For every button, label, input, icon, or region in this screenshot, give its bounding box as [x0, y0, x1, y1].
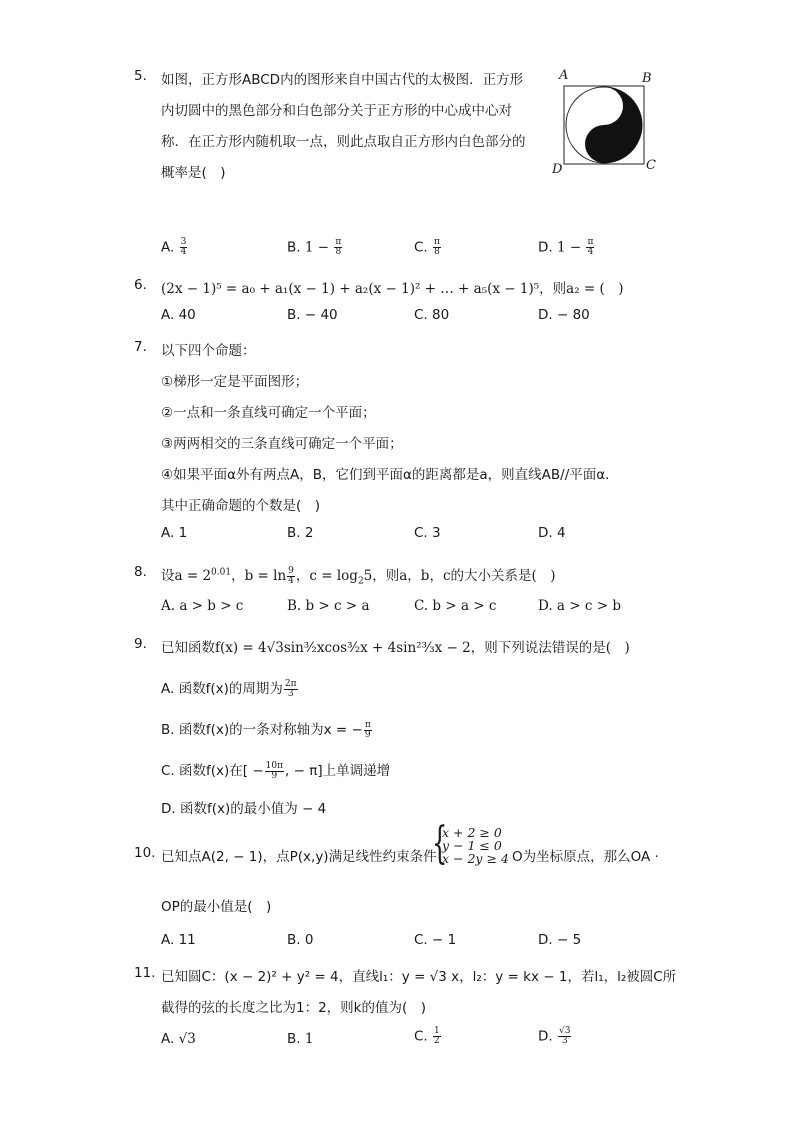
- fraction-num: 10π: [265, 760, 284, 771]
- option-fraction: [558, 1027, 571, 1046]
- q11-option-d[interactable]: [538, 1027, 572, 1046]
- q6-option-a[interactable]: A. 40: [161, 307, 196, 323]
- q7-question: 其中正确命题的个数是( ): [161, 498, 321, 514]
- q8-log-base: 2: [357, 576, 364, 587]
- fraction-num: π: [587, 237, 594, 247]
- option-label: B.: [287, 1031, 301, 1047]
- q7-statement-1: ①梯形一定是平面图形；: [161, 374, 309, 390]
- q10-option-d[interactable]: D. − 5: [538, 932, 582, 948]
- option-label: A.: [161, 1031, 175, 1047]
- q8-option-c[interactable]: C. b > a > c: [414, 598, 497, 614]
- option-prefix: 1 −: [556, 239, 586, 256]
- q5-option-b[interactable]: [287, 238, 343, 257]
- q11-line1: 已知圆C：(x − 2)² + y² = 4，直线l₁：y = √3 x，l₂：y = kx − 1，若l₁，l₂被圆C所: [161, 969, 677, 985]
- q9-option-a[interactable]: [161, 677, 299, 699]
- q7-number: 7.: [134, 339, 147, 355]
- q7-option-b[interactable]: B. 2: [287, 525, 314, 541]
- q5-option-d[interactable]: [538, 238, 595, 257]
- option-fraction: [433, 1027, 441, 1046]
- option-text: √3: [178, 1031, 196, 1047]
- option-label: A.: [161, 239, 175, 256]
- taiji-symbol: [550, 68, 665, 178]
- q10-line2: OP的最小值是( ): [161, 899, 272, 915]
- option-label: D.: [538, 239, 553, 256]
- q8-fraction: [287, 567, 295, 586]
- q7-option-c[interactable]: C. 3: [414, 525, 441, 541]
- q10-option-b[interactable]: B. 0: [287, 932, 314, 948]
- q10-constraint-system: [442, 826, 509, 865]
- q5-number: 5.: [134, 68, 147, 84]
- q8-part-b: ，b = ln: [231, 568, 287, 584]
- q10-option-c[interactable]: C. − 1: [414, 932, 457, 948]
- q9-option-c[interactable]: [161, 759, 390, 781]
- q7-option-d[interactable]: D. 4: [538, 525, 566, 541]
- q8-part-c: ，c = log: [295, 568, 358, 584]
- q9-number: 9.: [134, 636, 147, 652]
- q6-stem: (2x − 1)⁵ = a₀ + a₁(x − 1) + a₂(x − 1)² + … + a₅(x − 1)⁵，则a₂ = ( ): [161, 281, 624, 297]
- q9-option-b[interactable]: [161, 718, 373, 740]
- fraction-num: 3: [180, 237, 187, 247]
- q6-option-c[interactable]: C. 80: [414, 307, 450, 323]
- fraction-den: 9: [271, 770, 278, 781]
- q10-option-a[interactable]: A. 11: [161, 932, 196, 948]
- q8-part-d: 5，则a，b，c的大小关系是( ): [363, 568, 556, 584]
- q8-option-a[interactable]: A. a > b > c: [161, 598, 244, 614]
- q6-option-b[interactable]: B. − 40: [287, 307, 338, 323]
- option-fraction: [433, 238, 441, 257]
- constraint-3: x − 2y ≥ 4: [442, 851, 509, 866]
- q8-number: 8.: [134, 564, 147, 580]
- q5-line4: 概率是( ): [161, 165, 226, 181]
- option-label: C.: [414, 1028, 428, 1045]
- option-label: C.: [414, 239, 428, 256]
- fraction-num: π: [434, 237, 440, 247]
- taiji-figure: [550, 68, 665, 178]
- fraction-num: 9: [288, 566, 294, 576]
- fraction-den: 3: [561, 1036, 568, 1046]
- option-fraction: [284, 680, 298, 699]
- q9-stem: 已知函数f(x) = 4√3sin³⁄₂xcos³⁄₂x + 4sin²³⁄₃x − 2，则下列说法错误的是( ): [161, 640, 630, 656]
- q7-stem: 以下四个命题：: [161, 343, 256, 359]
- option-text: B. 函数f(x)的一条对称轴为x = −: [161, 722, 363, 738]
- option-fraction: [586, 238, 594, 257]
- fraction-den: 3: [287, 688, 294, 699]
- q8-exponent: 0.01: [211, 567, 232, 578]
- q8-part-a: 设a = 2: [161, 568, 212, 584]
- constraint-1: x + 2 ≥ 0: [442, 825, 502, 840]
- option-text: 1: [304, 1031, 314, 1047]
- q5-line1: 如图，正方形ABCD内的图形来自中国古代的太极图．正方形: [161, 72, 524, 88]
- q5-option-a[interactable]: [161, 238, 188, 257]
- q10-number: 10.: [134, 845, 156, 861]
- q11-option-b[interactable]: [287, 1031, 313, 1047]
- q6-option-d[interactable]: D. − 80: [538, 307, 590, 323]
- q6-number: 6.: [134, 277, 147, 293]
- option-label: D.: [538, 1028, 553, 1045]
- q11-option-a[interactable]: [161, 1031, 196, 1047]
- vertex-label-b: B: [642, 71, 652, 86]
- fraction-den: 8: [335, 247, 342, 257]
- q7-statement-4: ④如果平面α外有两点A，B，它们到平面α的距离都是a，则直线AB//平面α．: [161, 467, 619, 483]
- q7-statement-2: ②一点和一条直线可确定一个平面；: [161, 405, 376, 421]
- vertex-label-d: D: [552, 162, 563, 177]
- q10-system-brace: {: [432, 818, 448, 869]
- q9-option-d[interactable]: D. 函数f(x)的最小值为 − 4: [161, 801, 327, 817]
- q5-line3: 称．在正方形内随机取一点，则此点取自正方形内白色部分的: [161, 134, 526, 150]
- fraction-num: √3: [558, 1026, 571, 1036]
- q8-option-b[interactable]: B. b > c > a: [287, 598, 370, 614]
- q11-option-c[interactable]: [414, 1027, 442, 1046]
- option-text: C. 函数f(x)在[ −: [161, 763, 264, 779]
- q8-option-d[interactable]: D. a > c > b: [538, 598, 621, 614]
- q7-option-a[interactable]: A. 1: [161, 525, 188, 541]
- q5-line2: 内切圆中的黑色部分和白色部分关于正方形的中心成中心对: [161, 103, 512, 119]
- fraction-den: 2: [434, 1036, 440, 1046]
- q7-statement-3: ③两两相交的三条直线可确定一个平面；: [161, 436, 403, 452]
- q10-stem-post: O为坐标原点，那么OA ·: [512, 849, 659, 865]
- option-label: B.: [287, 239, 301, 256]
- fraction-num: π: [335, 237, 342, 247]
- q8-stem: [161, 564, 556, 587]
- option-fraction: [364, 721, 372, 740]
- vertex-label-a: A: [559, 68, 569, 83]
- option-text: A. 函数f(x)的周期为: [161, 681, 283, 697]
- option-fraction: [180, 238, 188, 257]
- option-fraction: [265, 762, 284, 781]
- fraction-den: 4: [288, 576, 294, 586]
- option-prefix: 1 −: [304, 239, 334, 256]
- constraint-2: y − 1 ≤ 0: [442, 838, 502, 853]
- option-text-post: , − π]上单调递增: [285, 763, 391, 779]
- fraction-num: 1: [434, 1026, 440, 1036]
- q11-number: 11.: [134, 965, 156, 981]
- q10-stem-pre: 已知点A(2, − 1)，点P(x,y)满足线性约束条件: [161, 849, 437, 865]
- vertex-label-c: C: [646, 158, 656, 173]
- fraction-den: 4: [180, 247, 187, 257]
- q5-option-c[interactable]: [414, 238, 442, 257]
- fraction-den: 9: [364, 729, 371, 740]
- fraction-num: π: [364, 719, 371, 730]
- fraction-num: 2π: [284, 678, 297, 689]
- option-fraction: [334, 238, 342, 257]
- fraction-den: 8: [434, 247, 440, 257]
- q11-line2: 截得的弦的长度之比为1：2，则k的值为( ): [161, 1000, 427, 1016]
- fraction-den: 4: [587, 247, 594, 257]
